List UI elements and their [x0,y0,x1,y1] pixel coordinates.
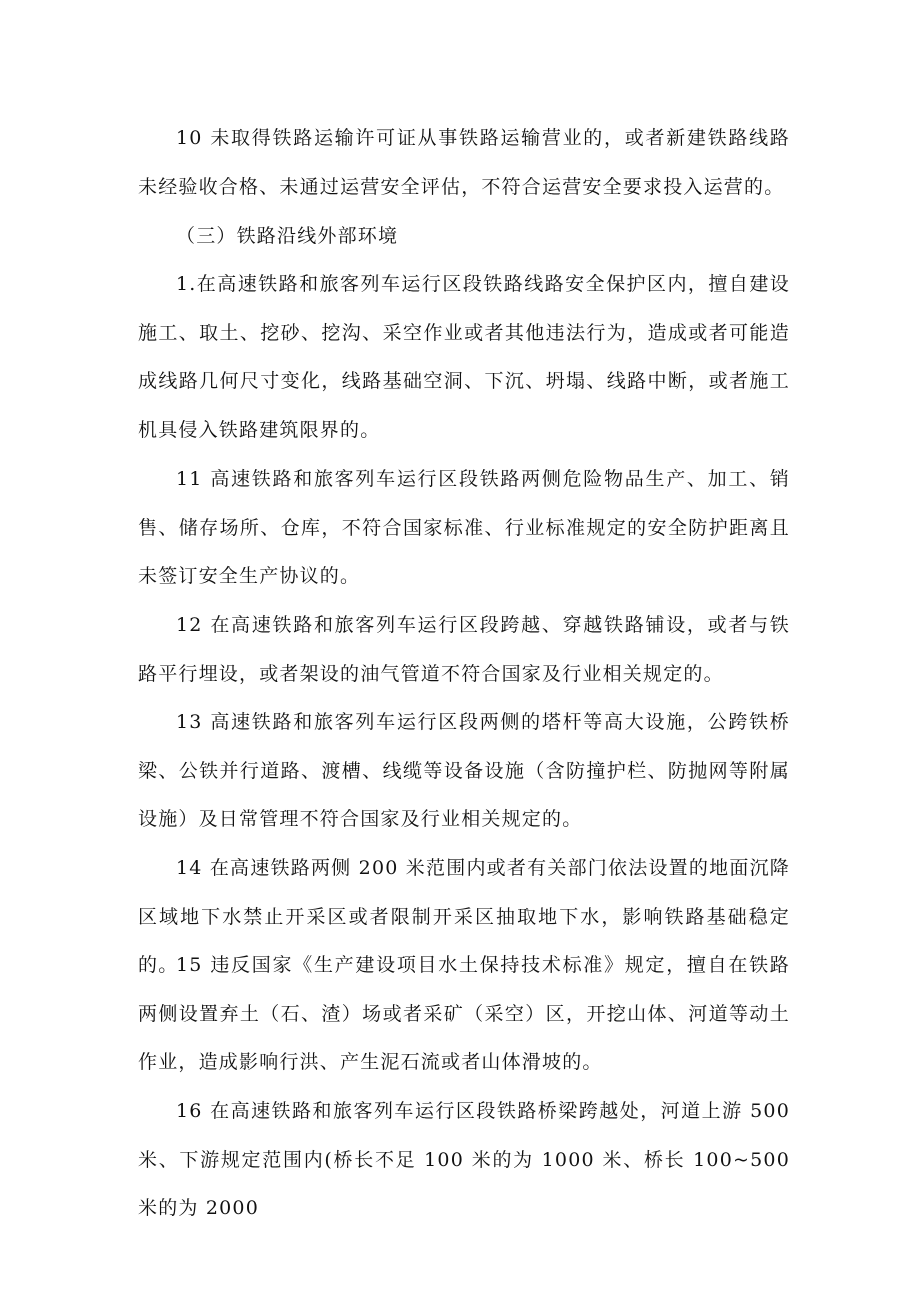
paragraph-item-15: 15 违反国家《生产建设项目水土保持技术标准》规定，擅自在铁路两侧设置弃土（石、渣）场或者采矿（采空）区，开挖山体、河道等动土作业，造成影响行洪、产生泥石流或者山体滑坡的。 [138,954,790,1074]
paragraph-item-11: 11 高速铁路和旅客列车运行区段铁路两侧危险物品生产、加工、销售、储存场所、仓库，不符合国家标准、行业标准规定的安全防护距离且未签订安全生产协议的。 [138,468,790,588]
paragraph-item-12: 12 在高速铁路和旅客列车运行区段跨越、穿越铁路铺设，或者与铁路平行埋设，或者架设的油气管道不符合国家及行业相关规定的。 [138,614,790,685]
paragraph-item-13: 13 高速铁路和旅客列车运行区段两侧的塔杆等高大设施，公跨铁桥梁、公铁并行道路、渡槽、线缆等设备设施（含防撞护栏、防抛网等附属设施）及日常管理不符合国家及行业相关规定的。 [138,711,790,831]
paragraph-item-10: 10 未取得铁路运输许可证从事铁路运输营业的，或者新建铁路线路未经验收合格、未通过运营安全评估，不符合运营安全要求投入运营的。 [138,127,790,198]
section-heading-3: （三）铁路沿线外部环境 [176,225,399,247]
paragraph-item-1: 1.在高速铁路和旅客列车运行区段铁路线路安全保护区内，擅自建设施工、取土、挖砂、挖沟、采空作业或者其他违法行为，造成或者可能造成线路几何尺寸变化，线路基础空洞、下沉、坍塌、线路中断，或者施工机具侵入铁路建筑限界的。 [138,273,790,441]
paragraph-item-14: 14 在高速铁路两侧 200 米范围内或者有关部门依法设置的地面沉降区域地下水禁止开采区或者限制开采区抽取地下水，影响铁路基础稳定的。 [138,857,790,977]
paragraph-item-16: 16 在高速铁路和旅客列车运行区段铁路桥梁跨越处，河道上游 500 米、下游规定范围内(桥长不足 100 米的为 1000 米、桥长 100~500 米的为 2000 [138,1100,790,1220]
